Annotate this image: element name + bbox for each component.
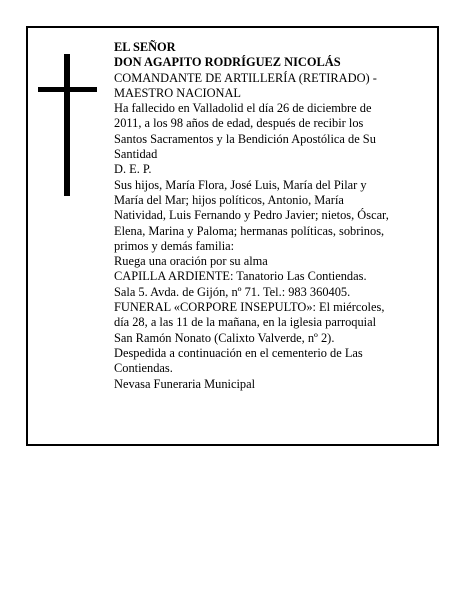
death-line: 2011, a los 98 años de edad, después de recibir los <box>114 116 364 131</box>
death-line: Ha fallecido en Valladolid el día 26 de diciembre de <box>114 101 372 116</box>
death-line: Santidad <box>114 147 158 162</box>
prayer-request: Ruega una oración por su alma <box>114 254 268 269</box>
cross-icon <box>64 54 70 196</box>
family-line: Natividad, Luis Fernando y Pedro Javier; nietos, Óscar, <box>114 208 389 223</box>
family-line: Elena, Marina y Paloma; hermanas políticas, sobrinos, <box>114 223 385 238</box>
funeral-home: Nevasa Funeraria Municipal <box>114 376 256 391</box>
obituary-text <box>114 40 430 392</box>
family-line: primos y demás familia: <box>114 238 235 253</box>
funeral-line: FUNERAL «CORPORE INSEPULTO»: El miércoles, <box>114 300 385 315</box>
death-line: Santos Sacramentos y la Bendición Apostólica de Su <box>114 131 376 146</box>
title-line-1: COMANDANTE DE ARTILLERÍA (RETIRADO) - <box>114 70 377 85</box>
title-line-2: MAESTRO NACIONAL <box>114 85 242 100</box>
farewell-line: Despedida a continuación en el cementerio de Las <box>114 345 363 360</box>
family-line: Sus hijos, María Flora, José Luis, María del Pilar y <box>114 177 367 192</box>
family-line: María del Mar; hijos políticos, Antonio, María <box>114 192 344 207</box>
funeral-line: San Ramón Nonato (Calixto Valverde, nº 2). <box>114 330 335 345</box>
cross-icon-crossbar <box>38 87 97 92</box>
heading-line-1: EL SEÑOR <box>114 40 176 54</box>
farewell-line: Contiendas. <box>114 361 173 376</box>
funeral-line: día 28, a las 11 de la mañana, en la iglesia parroquial <box>114 315 377 330</box>
chapel-line: CAPILLA ARDIENTE: Tanatorio Las Contiendas. <box>114 269 367 284</box>
chapel-line: Sala 5. Avda. de Gijón, nº 71. Tel.: 983 360405. <box>114 284 351 299</box>
deceased-name: DON AGAPITO RODRÍGUEZ NICOLÁS <box>114 55 341 70</box>
rip-line: D. E. P. <box>114 162 152 177</box>
